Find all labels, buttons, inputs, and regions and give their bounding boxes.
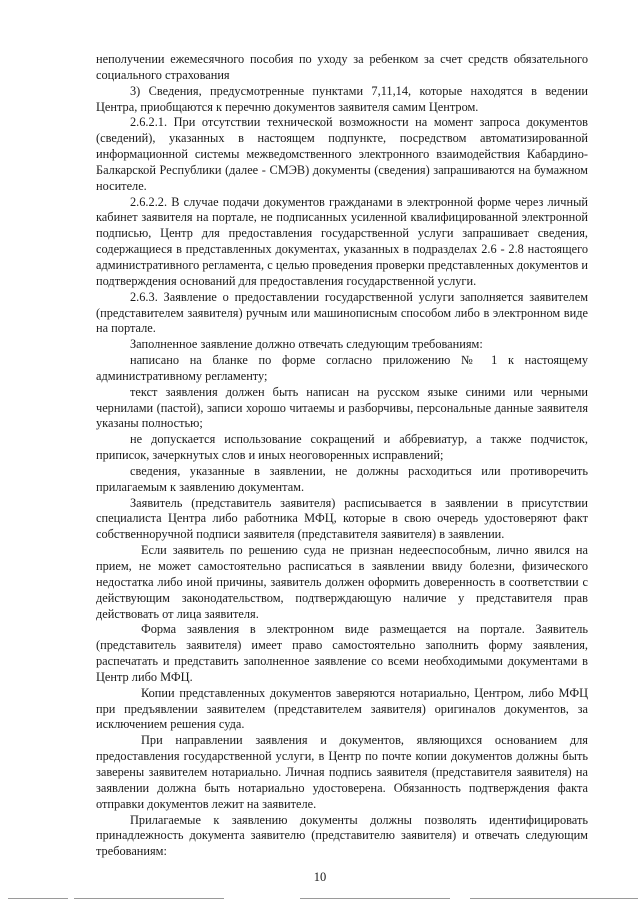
paragraph-attachments: Прилагаемые к заявлению документы должны позволять идентифицировать принадлежность документа заявителю (представителю заявителя) и отвечать следующим требованиям:	[96, 812, 588, 859]
document-body	[96, 52, 588, 860]
scan-edge-line	[74, 898, 224, 899]
requirement-consistency: сведения, указанные в заявлении, не должны расходиться или противоречить прилагаемым к заявлению документам.	[96, 463, 588, 494]
paragraph-requirements-intro: Заполненное заявление должно отвечать следующим требованиям:	[130, 337, 483, 352]
paragraph-2-6-3: 2.6.3. Заявление о предоставлении государственной услуги заполняется заявителем (представителем заявителя) ручным или машинописным способом либо в электронном виде на портале.	[96, 289, 588, 336]
paragraph-2-6-2-1: 2.6.2.1. При отсутствии технической возможности на момент запроса документов (сведений), указанных в настоящем подпункте, посредством автоматизированной информационной системы межведомственного электронного взаимодействия Кабардино-Балкарской Республики (далее - СМЭВ) документы (сведения) запрашиваются на бумажном носителе.	[96, 115, 588, 193]
requirement-no-abbreviations: не допускается использование сокращений и аббревиатур, а также подчисток, приписок, зачеркнутых слов и иных неоговоренных исправлений;	[96, 432, 588, 463]
paragraph-2-6-2-2: 2.6.2.2. В случае подачи документов гражданами в электронной форме через личный кабинет заявителя на портале, не подписанных усиленной квалифицированной электронной подписью, Центр для предоставления государственной услуги запрашивает сведения, содержащиеся в представленных документах, указанных в подразделах 2.6 - 2.8 настоящего административного регламента, с целью проведения проверки представленных документов и подтверждения оснований для предоставления государственной услуги.	[96, 194, 588, 288]
page-number: 10	[313, 870, 327, 884]
paragraph-postal: При направлении заявления и документов, являющихся основанием для предоставления государственной услуги, в Центр по почте копии документов должны быть заверены заявителем нотариально. Личная подпись заявителя (представителя заявителя) на заявлении должна быть нотариально удостоверена. Обязанность подтверждения факта отправки документов лежит на заявителе.	[96, 733, 588, 811]
paragraph-power-of-attorney: Если заявитель по решению суда не признан недееспособным, лично явился на прием, не может самостоятельно расписаться в заявлении ввиду болезни, физического недостатка либо иной причины, заявитель должен оформить доверенность в соответствии с действующим законодательством, подтверждающую наличие у представителя прав действовать от лица заявителя.	[96, 543, 588, 621]
scan-edge-line	[470, 898, 638, 899]
paragraph-copies: Копии представленных документов заверяются нотариально, Центром, либо МФЦ при предъявлении заявителем (представителем заявителя) оригиналов документов, за исключением решения суда.	[96, 685, 588, 732]
scan-edge-line	[8, 898, 68, 899]
paragraph-item-3: 3) Сведения, предусмотренные пунктами 7,11,14, которые находятся в ведении Центра, приобщаются к перечню документов заявителя самим Центром.	[96, 83, 588, 114]
paragraph-continuation: неполучении ежемесячного пособия по уходу за ребенком за счет средств обязательного социального страхования	[96, 52, 588, 82]
requirement-form: написано на бланке по форме согласно приложению № 1 к настоящему административному регламенту;	[96, 353, 588, 383]
scan-edge-line	[300, 898, 450, 899]
paragraph-electronic-form: Форма заявления в электронном виде размещается на портале. Заявитель (представитель заявителя) имеет право самостоятельно заполнить форму заявления, распечатать и представить заполненное заявление со всеми необходимыми документами в Центр либо МФЦ.	[96, 622, 588, 684]
paragraph-signature: Заявитель (представитель заявителя) расписывается в заявлении в присутствии специалиста Центра либо работника МФЦ, которые в свою очередь удостоверяют факт собственноручной подписи заявителя (представителя заявителя) в заявлении.	[96, 495, 588, 542]
requirement-language: текст заявления должен быть написан на русском языке синими или черными чернилами (пастой), записи хорошо читаемы и разборчивы, персональные данные заявителя указаны полностью;	[96, 384, 588, 431]
